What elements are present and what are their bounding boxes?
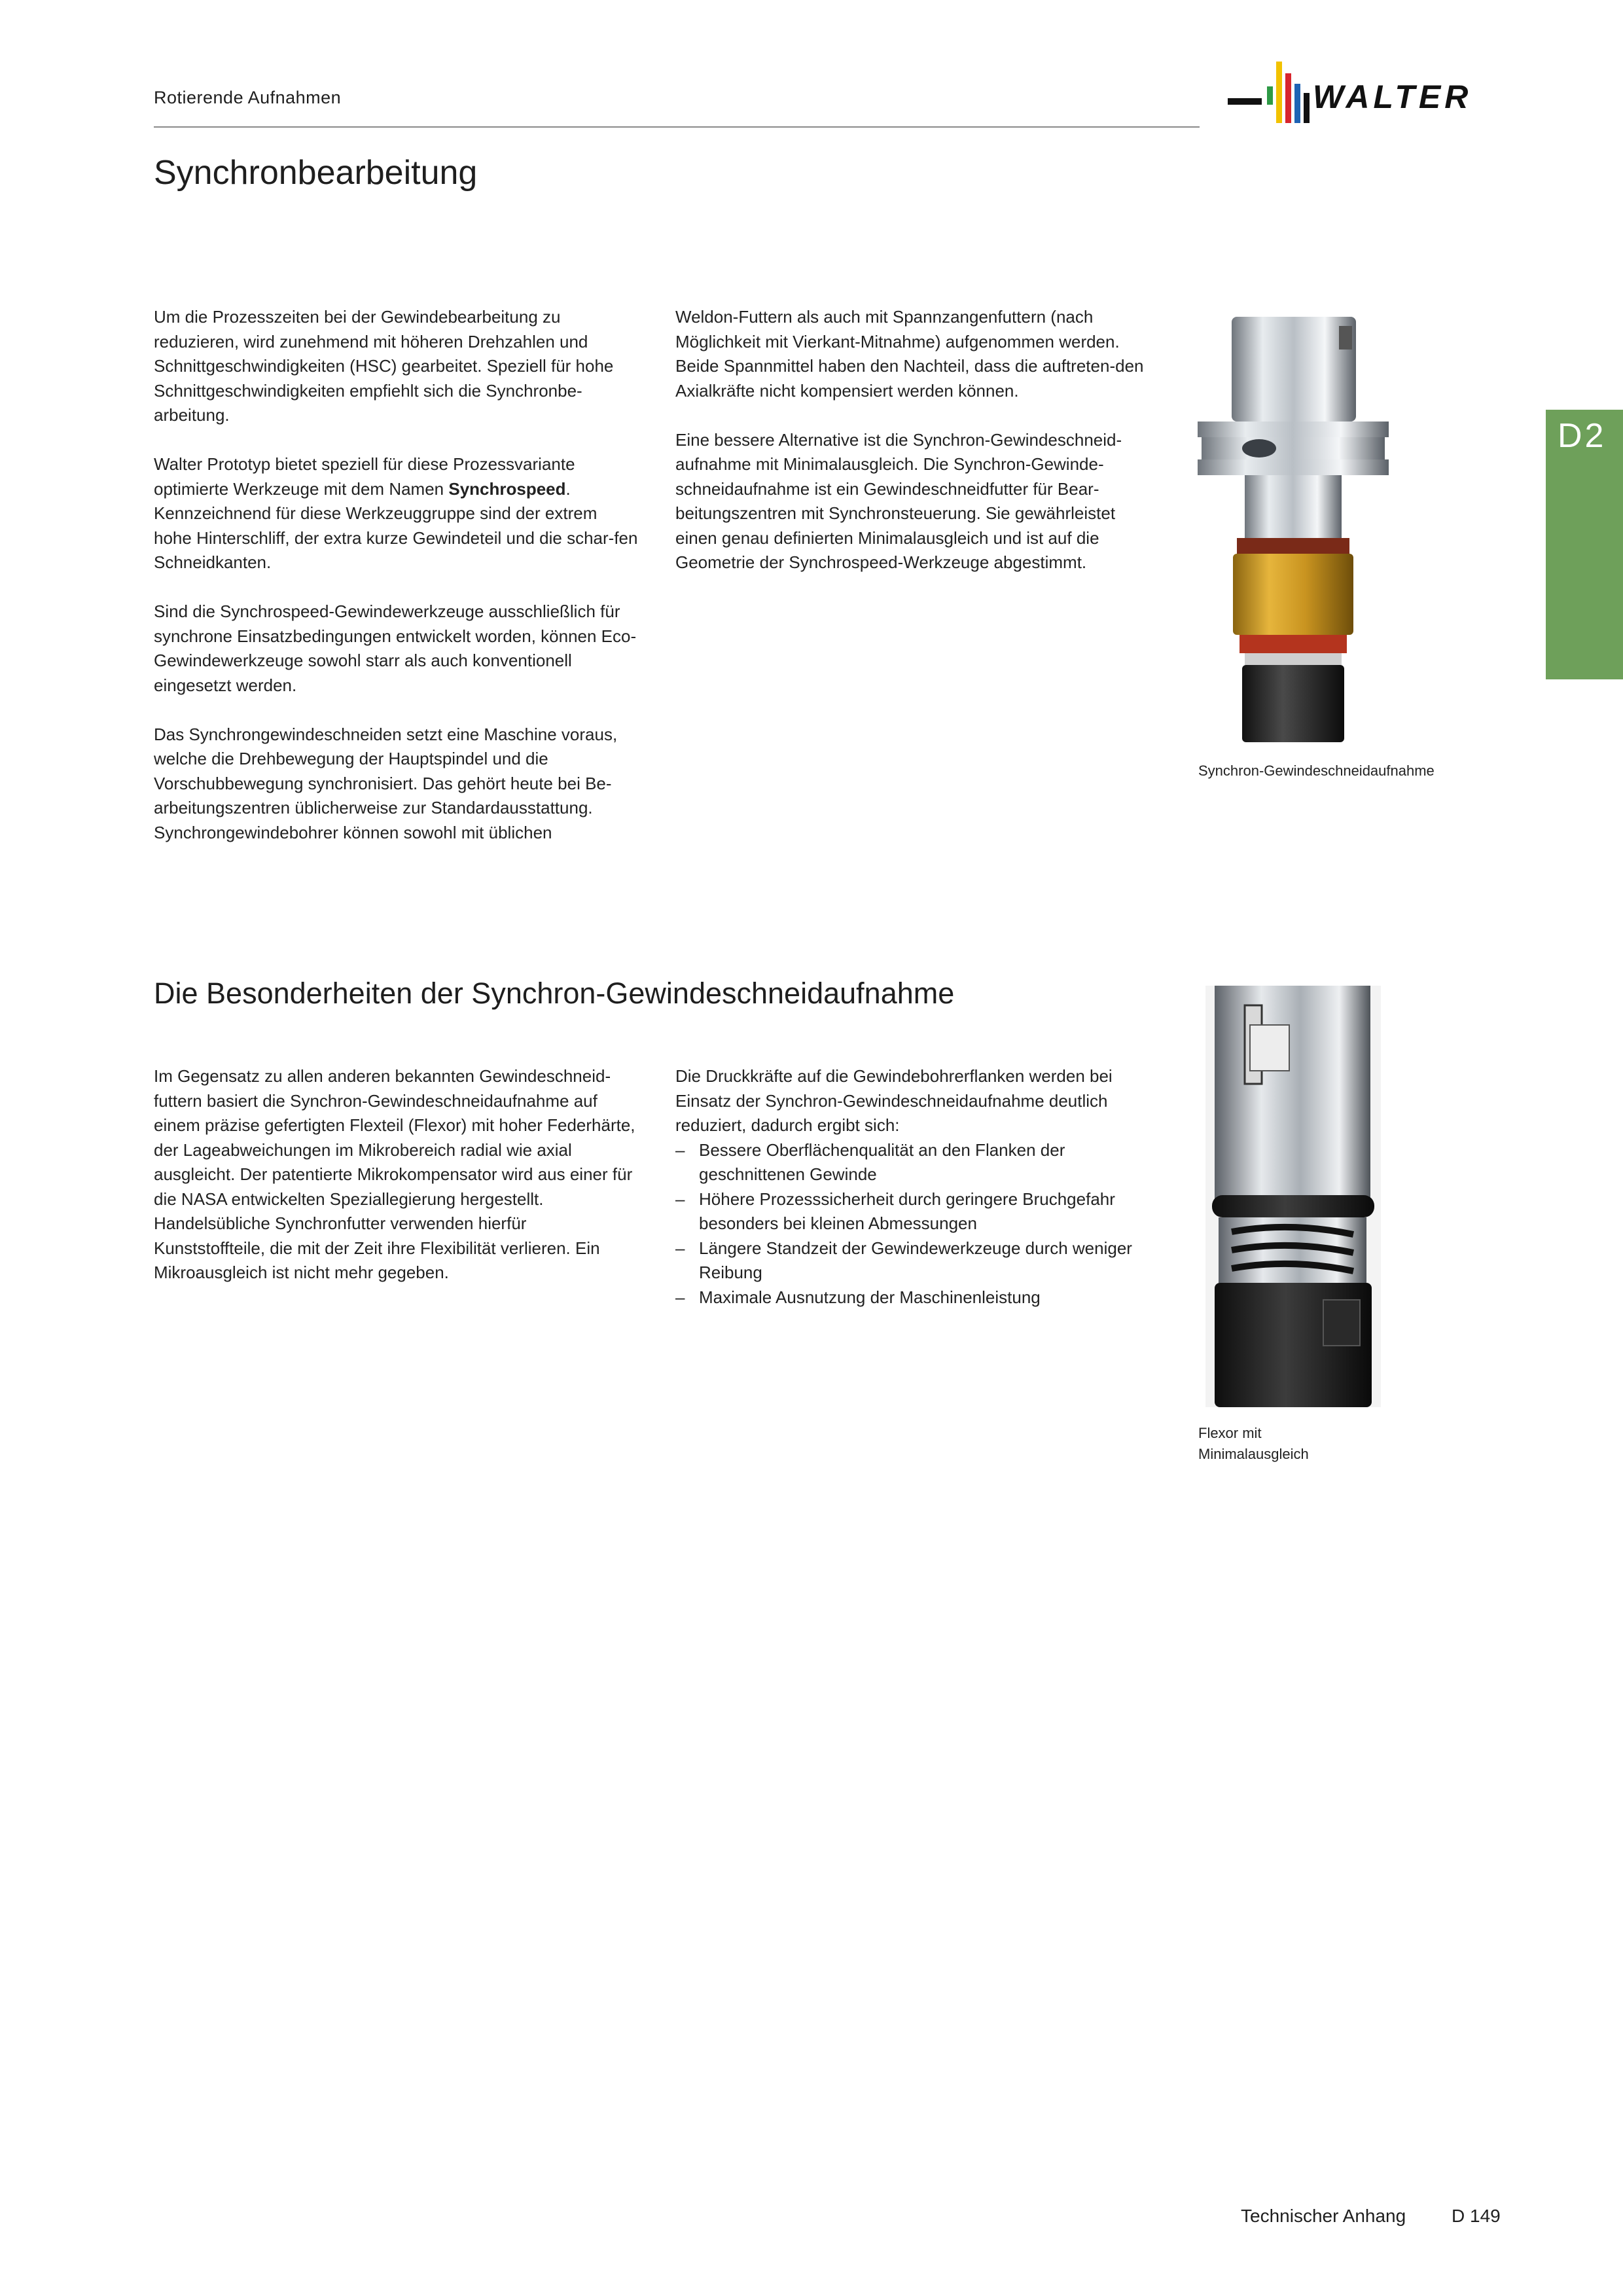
section-label: Rotierende Aufnahmen	[154, 88, 342, 107]
flexor-caption-line-2: Minimalausgleich	[1198, 1446, 1309, 1462]
intro-paragraph-2-end: . Kennzeichnend für diese Werkzeuggruppe sind der extrem hohe Hinterschliff, der extra kurze Gewindeteil und die schar-fen Schneidkanten.	[154, 478, 638, 572]
section-title: Die Besonderheiten der Synchron-Gewindeschneidaufnahme	[154, 977, 955, 1010]
intro-paragraph-5: Weldon-Futtern als auch mit Spannzangenfuttern (nach Möglichkeit mit Vierkant-Mitnahme) aufgenommen werden. Beide Spannmittel haben den Nachteil, dass die auftreten-den Axialkräfte nicht kompensiert werden können.	[675, 307, 1144, 401]
chapter-tab-d2	[1546, 410, 1623, 679]
intro-column-1	[154, 305, 638, 845]
section2-column-1	[154, 1064, 638, 1285]
walter-logo	[1228, 62, 1503, 130]
flexor-photo	[1205, 986, 1381, 1407]
tool-holder-caption: Synchron-Gewindeschneidaufnahme	[1198, 762, 1435, 779]
section2-intro: Die Druckkräfte auf die Gewindebohrerflanken werden bei Einsatz der Synchron-Gewindeschneidaufnahme deutlich reduziert, dadurch ergibt sich:	[675, 1066, 1113, 1135]
list-item: – Bessere Oberflächenqualität an den Flanken der geschnittenen Gewinde	[675, 1138, 1153, 1187]
flexor-illustration	[1205, 986, 1381, 1407]
walter-logo-text: WALTER	[1313, 79, 1472, 115]
intro-paragraph-1: Um die Prozesszeiten bei der Gewindebearbeitung zu reduzieren, wird zunehmend mit höheren Drehzahlen und Schnittgeschwindigkeiten (HSC) gearbeitet. Speziell für hohe Schnittgeschwindigkeiten empfiehlt sich die Synchronbe-arbeitung.	[154, 307, 614, 425]
section2-column-2	[675, 1064, 1153, 1310]
intro-paragraph-4: Das Synchrongewindeschneiden setzt eine Maschine voraus, welche die Drehbewegung der Hauptspindel und die Vorschubbewegung synchronisiert. Das gehört heute bei Be-arbeitungszentren üblicherweise zur Standardausstattung. Synchrongewindebohrer können sowohl mit üblichen	[154, 724, 618, 842]
intro-column-2	[675, 305, 1153, 575]
page-title: Synchronbearbeitung	[154, 154, 478, 192]
tool-holder-illustration	[1194, 313, 1393, 745]
page-number: D 149	[1452, 2206, 1501, 2226]
intro-paragraph-2-start: Walter Prototyp bietet speziell für diese Prozessvariante optimierte Werkzeuge mit dem Namen	[154, 454, 575, 499]
list-item: – Maximale Ausnutzung der Maschinenleistung	[675, 1285, 1153, 1310]
advantages-list	[675, 1138, 1153, 1310]
tool-holder-photo	[1194, 313, 1393, 745]
walter-logo-mark	[1228, 62, 1503, 130]
section2-paragraph-1: Im Gegensatz zu allen anderen bekannten Gewindeschneid-futtern basiert die Synchron-Gewindeschneidaufnahme auf einem präzise gefertigten Flexteil (Flexor) mit hoher Federhärte, der Lageabweichungen im Mikrobereich radial wie axial ausgleicht. Der patentierte Mikrokompensator wird aus einer für die NASA entwickelten Speziallegierung hergestellt. Handelsübliche Synchronfutter verwenden hierfür Kunststoffteile, die mit der Zeit ihre Flexibilität verlieren. Ein Mikroausgleich ist nicht mehr gegeben.	[154, 1066, 635, 1282]
intro-paragraph-6: Eine bessere Alternative ist die Synchron-Gewindeschneid-aufnahme mit Minimalausgleich. Die Synchron-Gewinde-schneidaufnahme ist ein Gewindeschneidfutter für Bear-beitungszentren mit Synchronsteuerung. Sie gewährleistet einen genau definierten Minimalausgleich und ist auf die Geometrie der Synchrospeed-Werkzeuge abgestimmt.	[675, 429, 1122, 572]
flexor-caption-line-1: Flexor mit	[1198, 1425, 1262, 1441]
synchrospeed-name: Synchrospeed	[448, 478, 566, 499]
list-item: – Längere Standzeit der Gewindewerkzeuge durch weniger Reibung	[675, 1236, 1153, 1285]
intro-paragraph-3: Sind die Synchrospeed-Gewindewerkzeuge ausschließlich für synchrone Einsatzbedingungen entwickelt worden, können Eco-Gewindewerkzeuge sowohl starr als auch konventionell eingesetzt werden.	[154, 601, 637, 695]
footer-title: Technischer Anhang	[1241, 2206, 1406, 2226]
intro-paragraph-2	[154, 452, 638, 575]
list-item: – Höhere Prozesssicherheit durch geringere Bruchgefahr besonders bei kleinen Abmessungen	[675, 1187, 1153, 1236]
header-divider	[154, 126, 1200, 128]
flexor-caption	[1198, 1423, 1309, 1465]
chapter-tab-label: D2	[1558, 417, 1607, 455]
